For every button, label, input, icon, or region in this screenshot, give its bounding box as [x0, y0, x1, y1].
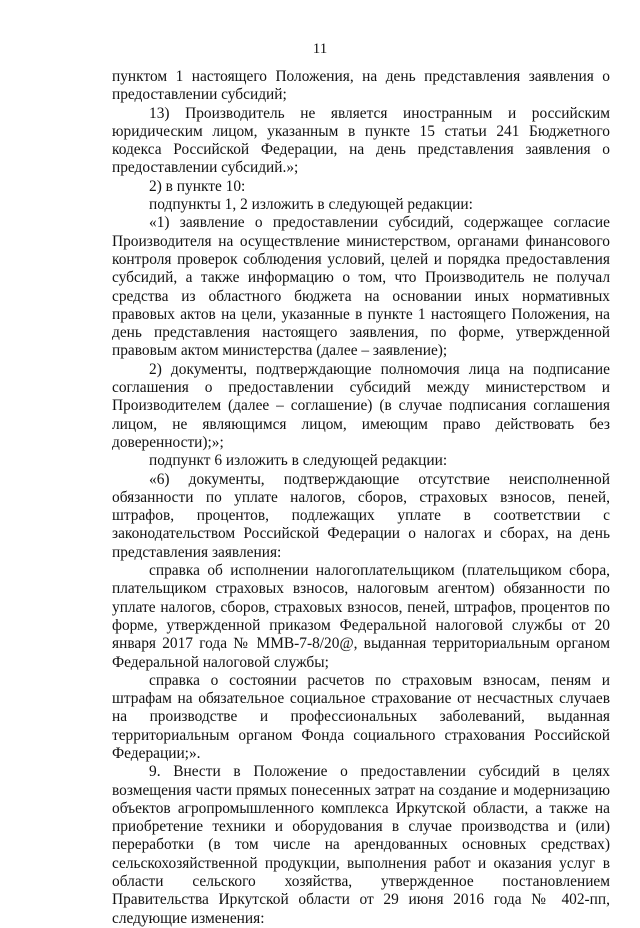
- paragraph: справка об исполнении налогоплательщиком (плательщиком сбора, плательщиком страховых взносов, налоговым агентом) обязанности по уплате налогов, сборов, страховых взносов, пеней, штрафов, процентов по форме, утвержденной приказом Федеральной налоговой службы от 20 января 2017 года № ММВ-7-8/20@, выданная территориальным органом Федеральной налоговой службы;: [112, 562, 610, 671]
- paragraph: «6) документы, подтверждающие отсутствие неисполненной обязанности по уплате налогов, сборов, страховых взносов, пеней, штрафов, процентов, подлежащих уплате в соответствии с законодательством Российской Федерации о налогах и сборах, на день представления заявления:: [112, 470, 610, 561]
- paragraph: справка о состоянии расчетов по страховым взносам, пеням и штрафам на обязательное социальное страхование от несчастных случаев на производстве и профессиональных заболеваний, выданная территориальным органом Фонда социального страхования Российской Федерации;».: [112, 671, 610, 762]
- document-body: [112, 68, 610, 928]
- paragraph: подпункт 6 изложить в следующей редакции:: [149, 452, 448, 470]
- paragraph: пунктом 1 настоящего Положения, на день представления заявления о предоставлении субсидий;: [112, 68, 610, 104]
- paragraph: подпункты 1, 2 изложить в следующей редакции:: [149, 196, 473, 214]
- paragraph: «1) заявление о предоставлении субсидий, содержащее согласие Производителя на осуществление министерством, органами финансового контроля проверок соблюдения условий, целей и порядка предоставления субсидий, а также информацию о том, что Производитель не получал средства из областного бюджета на основании иных нормативных правовых актов на цели, указанные в пункте 1 настоящего Положения, на день представления настоящего заявления, по форме, утвержденной правовым актом министерства (далее – заявление);: [112, 214, 610, 360]
- paragraph: 13) Производитель не является иностранным и российским юридическим лицом, указанным в пункте 15 статьи 241 Бюджетного кодекса Российской Федерации, на день представления заявления о предоставлении субсидий.»;: [112, 104, 610, 177]
- page-number: 11: [312, 41, 328, 57]
- paragraph: 9. Внести в Положение о предоставлении субсидий в целях возмещения части прямых понесенных затрат на создание и модернизацию объектов агропромышленного комплекса Иркутской области, а также на приобретение техники и оборудования в случае производства и (или) переработки (в том числе на арендованных основных средствах) сельскохозяйственной продукции, выполнения работ и оказания услуг в области сельского хозяйства, утвержденное постановлением Правительства Иркутской области от 29 июня 2016 года № 402-пп, следующие изменения:: [112, 763, 610, 927]
- paragraph: 2) в пункте 10:: [149, 177, 246, 195]
- paragraph: 2) документы, подтверждающие полномочия лица на подписание соглашения о предоставлении субсидий между министерством и Производителем (далее – соглашение) (в случае подписания соглашения лицом, не являющимся лицом, имеющим право действовать без доверенности);»;: [112, 360, 610, 451]
